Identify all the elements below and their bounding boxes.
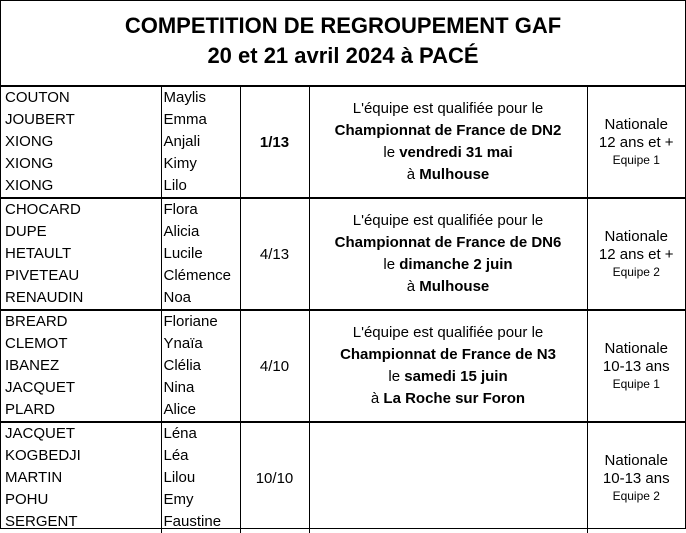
category-age: 12 ans et + [598,246,674,263]
first-names-cell [161,87,240,198]
rank-value: 4/10 [259,357,290,375]
last-name: JACQUET [5,379,76,396]
first-name: Clémence [163,267,232,284]
category-team: Equipe 1 [612,153,660,167]
first-name: Ynaïa [163,335,203,352]
date-prefix: le [383,256,400,273]
last-name: XIONG [5,133,54,150]
team-row [1,198,685,310]
qualification-cell [309,422,587,533]
category-team: Equipe 2 [612,489,660,503]
category-age: 10-13 ans [602,470,670,487]
last-names-cell [1,198,161,310]
category-cell [587,198,685,310]
category-level: Nationale [604,116,668,133]
category-age: 12 ans et + [598,134,674,151]
category-age: 10-13 ans [602,358,670,375]
first-name: Léna [163,425,197,442]
last-name: DUPE [5,223,47,240]
rank-cell [240,198,309,310]
place-prefix: à [370,390,384,407]
first-name: Emma [163,111,207,128]
championship-date-line [310,254,587,276]
first-names-cell [161,198,240,310]
championship-name: Championnat de France de N3 [340,346,556,363]
last-name: CHOCARD [5,201,81,218]
last-name: JOUBERT [5,111,75,128]
qualification-cell [309,87,587,198]
team-row [1,310,685,422]
last-name: IBANEZ [5,357,60,374]
last-name: PIVETEAU [5,267,80,284]
category-cell [587,87,685,198]
first-name: Lilou [163,469,196,486]
championship-name: Championnat de France de DN6 [334,234,562,251]
last-names-cell [1,422,161,533]
page-title: COMPETITION DE REGROUPEMENT GAF [124,13,562,38]
championship-date-line [310,366,587,388]
last-name: BREARD [5,313,68,330]
last-name: CLEMOT [5,335,68,352]
category-team: Equipe 2 [612,265,660,279]
place-prefix: à [406,278,420,295]
championship-place-line [310,388,587,410]
championship-place-line [310,276,587,298]
last-name: XIONG [5,177,54,194]
rank-cell [240,87,309,198]
last-name: MARTIN [5,469,63,486]
date-prefix: le [388,368,405,385]
last-names-cell [1,87,161,198]
qualification-intro: L'équipe est qualifiée pour le [352,212,544,229]
rank-cell [240,310,309,422]
first-names-cell [161,310,240,422]
team-row [1,87,685,198]
championship-place: Mulhouse [419,166,490,183]
championship-date: dimanche 2 juin [399,256,513,273]
first-name: Floriane [163,313,218,330]
first-name: Lilo [163,177,187,194]
championship-place-line [310,164,587,186]
rank-value: 10/10 [255,469,294,487]
category-cell [587,310,685,422]
category-level: Nationale [604,228,668,245]
category-cell [587,422,685,533]
championship-name: Championnat de France de DN2 [334,122,562,139]
first-name: Faustine [163,513,222,530]
last-name: POHU [5,491,49,508]
championship-date-line [310,142,587,164]
last-name: SERGENT [5,513,78,530]
qualification-cell [309,310,587,422]
first-name: Noa [163,289,192,306]
first-name: Nina [163,379,195,396]
last-name: JACQUET [5,425,76,442]
last-name: PLARD [5,401,56,418]
first-name: Léa [163,447,189,464]
qualification-intro: L'équipe est qualifiée pour le [352,100,544,117]
rank-value: 4/13 [259,245,290,263]
category-level: Nationale [604,452,668,469]
first-name: Emy [163,491,194,508]
first-name: Clélia [163,357,202,374]
header [1,1,685,87]
first-name: Flora [163,201,198,218]
last-name: RENAUDIN [5,289,84,306]
category-level: Nationale [604,340,668,357]
first-name: Lucile [163,245,203,262]
category-team: Equipe 1 [612,377,660,391]
first-name: Maylis [163,89,207,106]
championship-date: vendredi 31 mai [399,144,513,161]
first-name: Alice [163,401,197,418]
qualification-intro: L'équipe est qualifiée pour le [352,324,544,341]
championship-place: Mulhouse [419,278,490,295]
team-row [1,422,685,533]
last-name: HETAULT [5,245,72,262]
first-name: Anjali [163,133,201,150]
championship-place: La Roche sur Foron [383,390,526,407]
results-table [1,87,685,533]
rank-value: 1/13 [259,133,290,151]
championship-date: samedi 15 juin [404,368,508,385]
place-prefix: à [406,166,420,183]
last-names-cell [1,310,161,422]
date-prefix: le [383,144,400,161]
first-names-cell [161,422,240,533]
rank-cell [240,422,309,533]
qualification-cell [309,198,587,310]
page-subtitle: 20 et 21 avril 2024 à PACÉ [207,43,479,68]
last-name: KOGBEDJI [5,447,81,464]
last-name: XIONG [5,155,54,172]
first-name: Kimy [163,155,197,172]
last-name: COUTON [5,89,70,106]
first-name: Alicia [163,223,200,240]
